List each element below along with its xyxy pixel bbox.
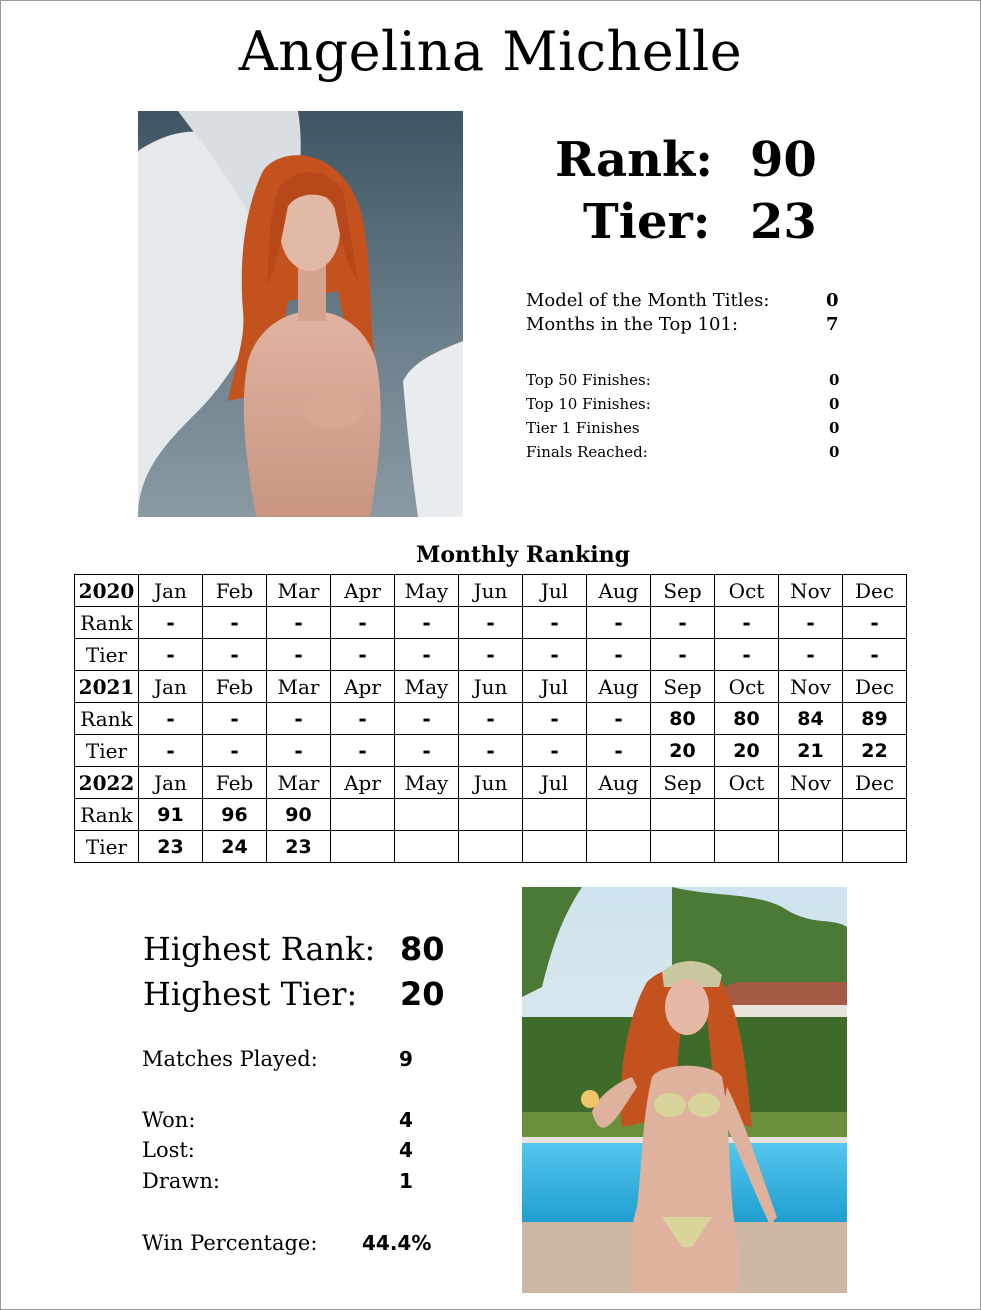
rank-row-label: Rank bbox=[75, 607, 139, 639]
finals-reached-value: 0 bbox=[829, 443, 840, 461]
month-header-cell: May bbox=[395, 671, 459, 703]
rank-value-cell: - bbox=[203, 703, 267, 735]
rank-value-cell: - bbox=[139, 607, 203, 639]
tier-row bbox=[75, 735, 907, 767]
rank-value-cell: - bbox=[139, 703, 203, 735]
tier-value-cell: - bbox=[267, 639, 331, 671]
tier-value-cell bbox=[395, 831, 459, 863]
rank-value-cell: - bbox=[523, 607, 587, 639]
tier-row-label: Tier bbox=[75, 831, 139, 863]
tier-value-cell: - bbox=[587, 735, 651, 767]
portrait-photo bbox=[138, 111, 463, 517]
month-header-cell: Mar bbox=[267, 767, 331, 799]
finals-reached-label: Finals Reached: bbox=[526, 443, 648, 461]
drawn-label: Drawn: bbox=[142, 1169, 220, 1193]
month-header-cell: Jan bbox=[139, 575, 203, 607]
matches-played-value: 9 bbox=[399, 1047, 413, 1071]
rank-value-cell bbox=[395, 799, 459, 831]
rank-row bbox=[75, 703, 907, 735]
rank-value-cell bbox=[331, 799, 395, 831]
tier-value-cell: - bbox=[139, 639, 203, 671]
tier-value-cell: - bbox=[715, 639, 779, 671]
tier-value-cell bbox=[331, 831, 395, 863]
year-header-row bbox=[75, 671, 907, 703]
rank-value-cell bbox=[459, 799, 523, 831]
tier-value-cell: - bbox=[459, 639, 523, 671]
tier-value-cell: - bbox=[331, 639, 395, 671]
top10-finishes-label: Top 10 Finishes: bbox=[526, 395, 651, 413]
highest-rank-value: 80 bbox=[400, 930, 445, 968]
matches-played-label: Matches Played: bbox=[142, 1047, 318, 1071]
rank-value-cell: - bbox=[715, 607, 779, 639]
month-header-cell: Jan bbox=[139, 767, 203, 799]
top101-months-label: Months in the Top 101: bbox=[526, 314, 739, 335]
tier-value-cell: - bbox=[395, 735, 459, 767]
tier-value-cell: - bbox=[331, 735, 395, 767]
rank-value-cell: - bbox=[267, 703, 331, 735]
month-header-cell: Sep bbox=[651, 767, 715, 799]
month-header-cell: Aug bbox=[587, 575, 651, 607]
rank-value-cell bbox=[651, 799, 715, 831]
highest-rank-label: Highest Rank: bbox=[143, 930, 376, 968]
top50-finishes-value: 0 bbox=[829, 371, 840, 389]
tier-value-cell: 20 bbox=[651, 735, 715, 767]
tier-value-cell bbox=[715, 831, 779, 863]
month-header-cell: Jul bbox=[523, 671, 587, 703]
drawn-value: 1 bbox=[399, 1169, 413, 1193]
tier-value-cell: 21 bbox=[779, 735, 843, 767]
month-header-cell: Dec bbox=[843, 767, 907, 799]
tier-value: 23 bbox=[750, 194, 817, 250]
tier-value-cell: - bbox=[267, 735, 331, 767]
rank-value-cell: - bbox=[395, 703, 459, 735]
rank-value-cell bbox=[715, 799, 779, 831]
rank-row bbox=[75, 799, 907, 831]
rank-row-label: Rank bbox=[75, 799, 139, 831]
highest-tier-label: Highest Tier: bbox=[143, 975, 358, 1013]
month-header-cell: Feb bbox=[203, 767, 267, 799]
poolside-photo bbox=[522, 887, 847, 1293]
month-header-cell: Jun bbox=[459, 671, 523, 703]
tier-value-cell: 22 bbox=[843, 735, 907, 767]
tier-value-cell: - bbox=[203, 639, 267, 671]
tier-value-cell: - bbox=[523, 735, 587, 767]
rank-value-cell: - bbox=[267, 607, 331, 639]
rank-value-cell: - bbox=[395, 607, 459, 639]
month-header-cell: Mar bbox=[267, 671, 331, 703]
month-header-cell: Nov bbox=[779, 575, 843, 607]
month-header-cell: Sep bbox=[651, 671, 715, 703]
tier-row-label: Tier bbox=[75, 735, 139, 767]
tier-value-cell: - bbox=[523, 639, 587, 671]
tier-value-cell: - bbox=[395, 639, 459, 671]
tier-value-cell bbox=[843, 831, 907, 863]
tier-value-cell: - bbox=[139, 735, 203, 767]
rank-value-cell: - bbox=[459, 703, 523, 735]
rank-value-cell: - bbox=[203, 607, 267, 639]
tier-value-cell: 20 bbox=[715, 735, 779, 767]
tier-label: Tier: bbox=[583, 194, 711, 250]
tier-value-cell: - bbox=[203, 735, 267, 767]
tier-row-label: Tier bbox=[75, 639, 139, 671]
win-percentage-label: Win Percentage: bbox=[142, 1231, 318, 1255]
tier-value-cell bbox=[587, 831, 651, 863]
tier-row bbox=[75, 831, 907, 863]
month-header-cell: Dec bbox=[843, 575, 907, 607]
motm-titles-label: Model of the Month Titles: bbox=[526, 290, 770, 311]
month-header-cell: Jul bbox=[523, 767, 587, 799]
rank-value-cell: 80 bbox=[651, 703, 715, 735]
month-header-cell: Feb bbox=[203, 575, 267, 607]
rank-value-cell bbox=[523, 799, 587, 831]
tier-value-cell: - bbox=[587, 639, 651, 671]
top101-months-value: 7 bbox=[826, 314, 839, 335]
month-header-cell: Oct bbox=[715, 671, 779, 703]
monthly-ranking-title: Monthly Ranking bbox=[416, 542, 630, 568]
month-header-cell: Jun bbox=[459, 767, 523, 799]
won-label: Won: bbox=[142, 1108, 196, 1132]
rank-value-cell: 89 bbox=[843, 703, 907, 735]
rank-value-cell: - bbox=[587, 703, 651, 735]
tier-value-cell bbox=[651, 831, 715, 863]
month-header-cell: Aug bbox=[587, 671, 651, 703]
rank-value: 90 bbox=[750, 132, 817, 188]
top50-finishes-label: Top 50 Finishes: bbox=[526, 371, 651, 389]
month-header-cell: Jul bbox=[523, 575, 587, 607]
rank-value-cell: - bbox=[843, 607, 907, 639]
month-header-cell: May bbox=[395, 575, 459, 607]
rank-value-cell bbox=[843, 799, 907, 831]
tier-value-cell bbox=[779, 831, 843, 863]
month-header-cell: Feb bbox=[203, 671, 267, 703]
month-header-cell: Jan bbox=[139, 671, 203, 703]
tier-value-cell: - bbox=[651, 639, 715, 671]
rank-value-cell: 96 bbox=[203, 799, 267, 831]
monthly-ranking-table bbox=[74, 574, 907, 863]
rank-value-cell: 84 bbox=[779, 703, 843, 735]
month-header-cell: Nov bbox=[779, 671, 843, 703]
win-percentage-value: 44.4% bbox=[362, 1231, 432, 1255]
month-header-cell: Oct bbox=[715, 767, 779, 799]
rank-value-cell: - bbox=[331, 607, 395, 639]
rank-label: Rank: bbox=[555, 132, 713, 188]
rank-value-cell bbox=[779, 799, 843, 831]
rank-value-cell: - bbox=[779, 607, 843, 639]
tier1-finishes-label: Tier 1 Finishes bbox=[526, 419, 640, 437]
month-header-cell: Aug bbox=[587, 767, 651, 799]
tier-value-cell bbox=[523, 831, 587, 863]
tier-value-cell: 24 bbox=[203, 831, 267, 863]
year-cell: 2022 bbox=[75, 767, 139, 799]
month-header-cell: Apr bbox=[331, 575, 395, 607]
tier-value-cell: - bbox=[843, 639, 907, 671]
tier-value-cell: 23 bbox=[139, 831, 203, 863]
month-header-cell: Apr bbox=[331, 671, 395, 703]
month-header-cell: Sep bbox=[651, 575, 715, 607]
tier-value-cell: - bbox=[779, 639, 843, 671]
year-cell: 2020 bbox=[75, 575, 139, 607]
rank-value-cell: - bbox=[587, 607, 651, 639]
month-header-cell: Dec bbox=[843, 671, 907, 703]
month-header-cell: Jun bbox=[459, 575, 523, 607]
tier1-finishes-value: 0 bbox=[829, 419, 840, 437]
motm-titles-value: 0 bbox=[826, 290, 839, 311]
tier-value-cell: - bbox=[459, 735, 523, 767]
won-value: 4 bbox=[399, 1108, 413, 1132]
tier-value-cell: 23 bbox=[267, 831, 331, 863]
rank-value-cell: - bbox=[459, 607, 523, 639]
month-header-cell: Oct bbox=[715, 575, 779, 607]
rank-value-cell: 90 bbox=[267, 799, 331, 831]
rank-value-cell: - bbox=[523, 703, 587, 735]
rank-value-cell: - bbox=[331, 703, 395, 735]
model-name: Angelina Michelle bbox=[238, 20, 743, 83]
highest-tier-value: 20 bbox=[400, 975, 445, 1013]
rank-value-cell: 91 bbox=[139, 799, 203, 831]
tier-row bbox=[75, 639, 907, 671]
lost-value: 4 bbox=[399, 1138, 413, 1162]
tier-value-cell bbox=[459, 831, 523, 863]
rank-value-cell: 80 bbox=[715, 703, 779, 735]
year-header-row bbox=[75, 767, 907, 799]
month-header-cell: Apr bbox=[331, 767, 395, 799]
rank-row bbox=[75, 607, 907, 639]
month-header-cell: May bbox=[395, 767, 459, 799]
year-cell: 2021 bbox=[75, 671, 139, 703]
rank-value-cell: - bbox=[651, 607, 715, 639]
rank-value-cell bbox=[587, 799, 651, 831]
lost-label: Lost: bbox=[142, 1138, 195, 1162]
year-header-row bbox=[75, 575, 907, 607]
month-header-cell: Nov bbox=[779, 767, 843, 799]
rank-row-label: Rank bbox=[75, 703, 139, 735]
month-header-cell: Mar bbox=[267, 575, 331, 607]
top10-finishes-value: 0 bbox=[829, 395, 840, 413]
